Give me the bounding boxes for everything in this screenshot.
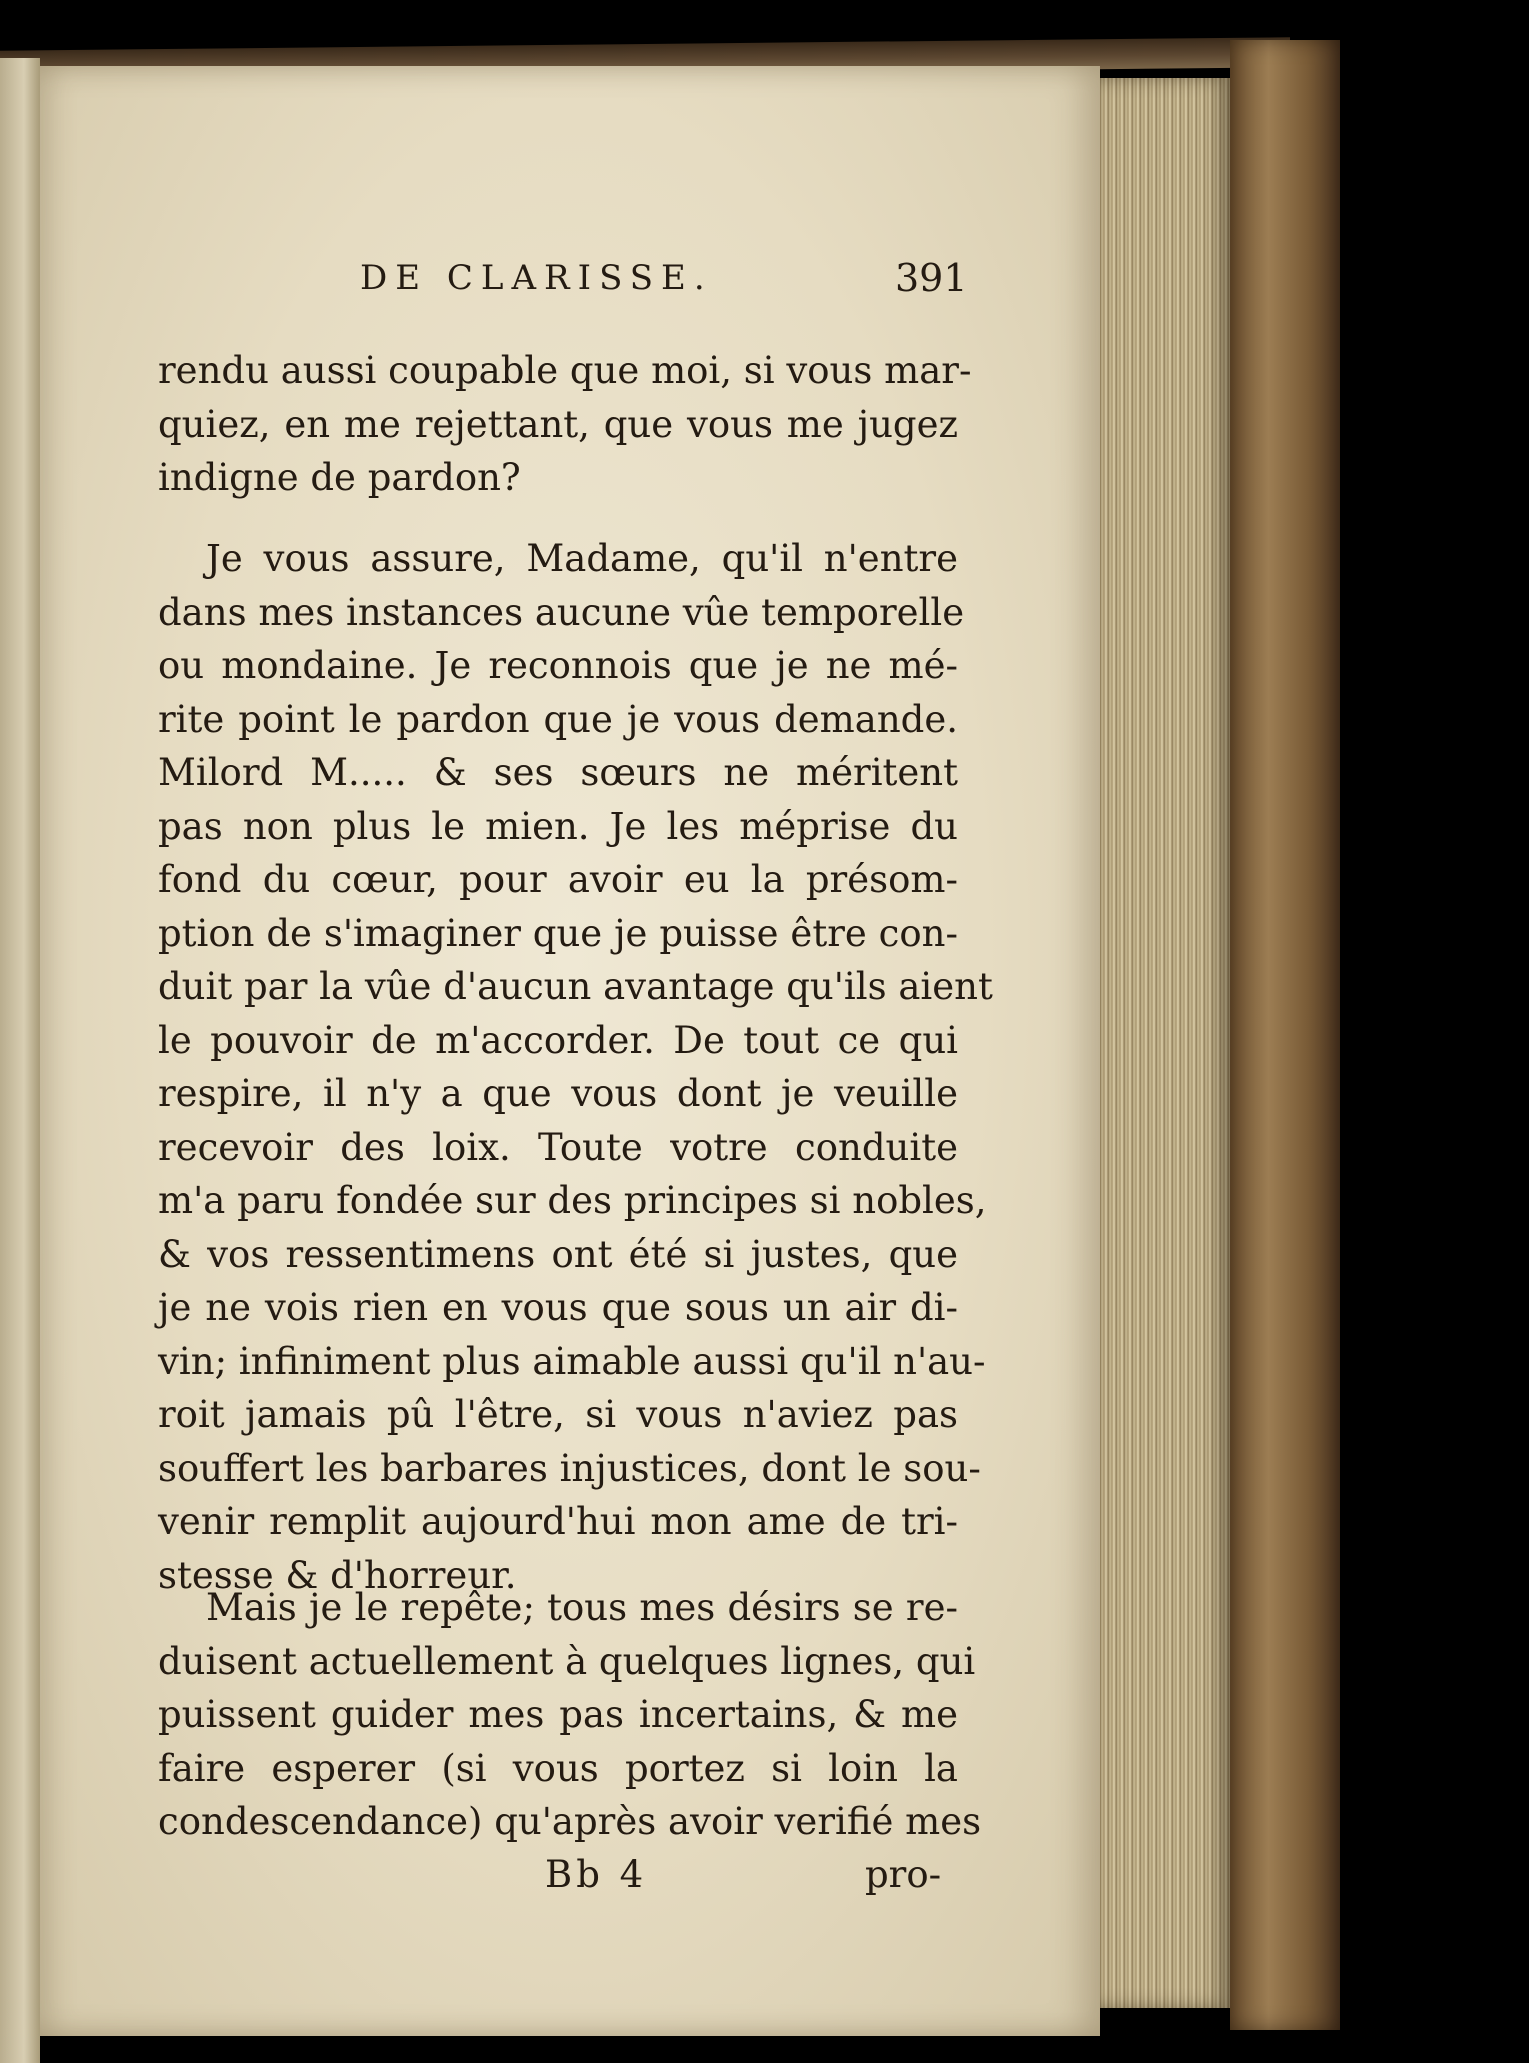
text-line: roit jamais pû l'être, si vous n'aviez pas bbox=[158, 1393, 958, 1436]
text-line: & vos ressentimens ont été si justes, que bbox=[158, 1232, 958, 1276]
text-line: indigne de pardon? bbox=[158, 456, 521, 499]
paragraph-3 bbox=[158, 1581, 982, 1849]
text-line: duit par la vûe d'aucun avantage qu'ils aient bbox=[158, 965, 993, 1008]
text-line: venir remplit aujourd'hui mon ame de tri- bbox=[158, 1500, 958, 1543]
text-line: ou mondaine. Je reconnois que je ne mé- bbox=[158, 644, 958, 687]
text-line: je ne vois rien en vous que sous un air di- bbox=[158, 1286, 958, 1329]
text-line: souffert les barbares injustices, dont le sou- bbox=[158, 1446, 981, 1490]
text-line: Mais je le repête; tous mes désirs se re- bbox=[206, 1586, 958, 1629]
text-line: stesse & d'horreur. bbox=[158, 1553, 517, 1597]
paragraph-1 bbox=[158, 344, 972, 505]
text-line: vin; infiniment plus aimable aussi qu'il n'au- bbox=[158, 1339, 986, 1383]
text-line: le pouvoir de m'accorder. De tout ce qui bbox=[158, 1018, 958, 1062]
text-line: rite point le pardon que je vous demande. bbox=[158, 697, 958, 741]
catchword: pro- bbox=[865, 1853, 942, 1896]
text-line: recevoir des loix. Toute votre conduite bbox=[158, 1125, 958, 1169]
text-line: fond du cœur, pour avoir eu la présom- bbox=[158, 858, 958, 901]
paragraph-2 bbox=[158, 532, 993, 1602]
text-line: quiez, en me rejettant, que vous me jugez bbox=[158, 402, 958, 446]
signature-mark: Bb 4 bbox=[545, 1853, 648, 1896]
text-line: rendu aussi coupable que moi, si vous mar- bbox=[158, 349, 972, 392]
leather-binding bbox=[1230, 40, 1340, 2030]
text-line: Je vous assure, Madame, qu'il n'entre bbox=[206, 537, 958, 580]
text-line: condescendance) qu'après avoir verifié mes bbox=[158, 1800, 982, 1843]
page-fore-edge bbox=[1100, 78, 1230, 2008]
text-line: puissent guider mes pas incertains, & me bbox=[158, 1693, 958, 1736]
book-page bbox=[40, 66, 1100, 2036]
running-title: DE CLARISSE. bbox=[360, 258, 713, 298]
text-line: faire esperer (si vous portez si loin la bbox=[158, 1746, 958, 1790]
text-line: m'a paru fondée sur des principes si nobles, bbox=[158, 1179, 987, 1222]
text-line: Milord M..... & ses sœurs ne méritent bbox=[158, 751, 958, 794]
text-line: respire, il n'y a que vous dont je veuille bbox=[158, 1072, 958, 1115]
text-line: pas non plus le mien. Je les méprise du bbox=[158, 804, 958, 848]
page-number: 391 bbox=[895, 256, 968, 300]
text-line: dans mes instances aucune vûe temporelle bbox=[158, 590, 965, 634]
previous-page-edge bbox=[0, 58, 40, 2063]
text-line: ption de s'imaginer que je puisse être con- bbox=[158, 911, 958, 955]
text-line: duisent actuellement à quelques lignes, qui bbox=[158, 1639, 976, 1683]
